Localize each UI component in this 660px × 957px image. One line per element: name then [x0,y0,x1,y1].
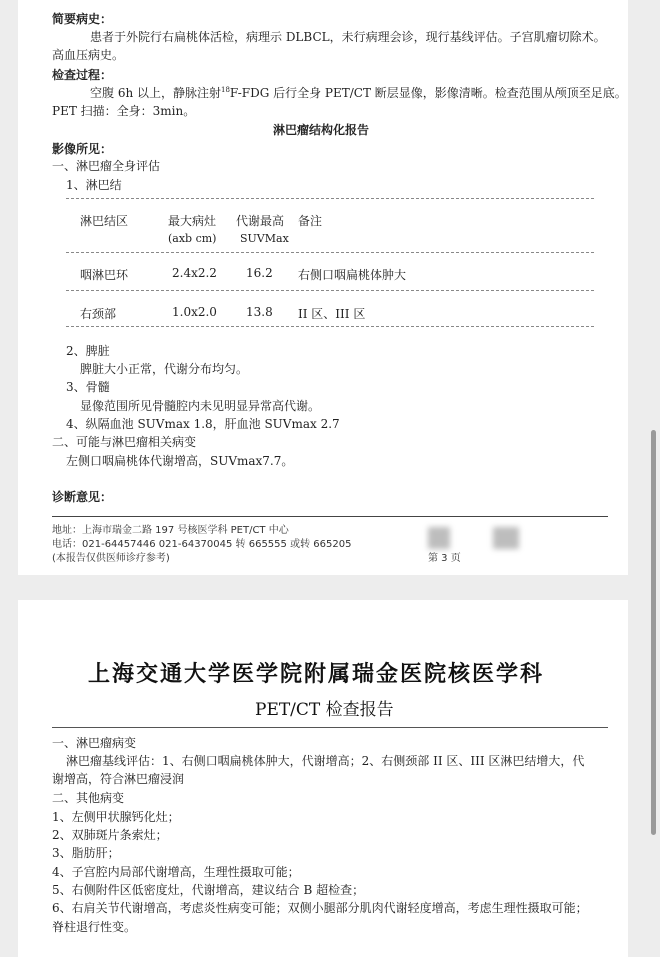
list-item: 3、脂肪肝； [52,846,120,860]
history-heading: 简要病史： [52,12,113,26]
redaction-mark [493,527,519,549]
scrollbar[interactable] [651,430,656,835]
list-item: 脊柱退行性变。 [52,920,137,934]
footer-divider [52,516,608,517]
table-cell: 右颈部 [80,307,117,321]
table-cell: 右侧口咽扁桃体肿大 [298,268,407,282]
table-header-region: 淋巴结区 [80,214,129,228]
table-header-note: 备注 [298,214,323,228]
table-cell: 16.2 [246,266,273,280]
lymphoma-section-heading: 一、淋巴瘤病变 [52,736,137,750]
footer-page-number: 第 3 页 [428,553,461,564]
other-section-heading: 二、其他病变 [52,791,125,805]
history-line-2: 高血压病史。 [52,48,125,62]
table-divider [66,252,594,253]
report-title: 淋巴瘤结构化报告 [273,123,370,137]
table-cell: II 区、III 区 [298,307,366,321]
list-item: 4、子宫腔内局部代谢增高，生理性摄取可能； [52,865,300,879]
footer-disclaimer: (本报告仅供医师诊疗参考) [52,553,170,564]
section-2-heading: 二、可能与淋巴瘤相关病变 [52,435,197,449]
table-divider [66,198,594,199]
table-cell: 1.0x2.0 [172,305,217,319]
spleen-heading: 2、脾脏 [66,344,110,358]
table-divider [66,290,594,291]
table-cell: 2.4x2.2 [172,266,217,280]
lymphoma-line-1: 淋巴瘤基线评估：1、右侧口咽扁桃体肿大，代谢增高；2、右侧颈部 II 区、III 区淋巴结增大，代 [66,754,585,768]
table-header-lesion: 最大病灶 [168,214,217,228]
table-cell: 13.8 [246,305,273,319]
section-1-heading: 一、淋巴瘤全身评估 [52,159,161,173]
report-page-4 [18,600,628,957]
spleen-text: 脾脏大小正常，代谢分布均匀。 [80,362,249,376]
hospital-name: 上海交通大学医学院附属瑞金医院核医学科 [88,661,545,687]
report-title: PET/CT 检查报告 [255,700,394,720]
blood-pool-text: 4、纵隔血池 SUVmax 1.8，肝血池 SUVmax 2.7 [66,417,340,431]
table-cell: 咽淋巴环 [80,268,129,282]
table-divider [66,326,594,327]
footer-phone: 电话：021-64457446 021-64370045 转 665555 或转 665205 [52,539,352,550]
list-item: 1、左侧甲状腺钙化灶； [52,810,180,824]
bone-marrow-heading: 3、骨髓 [66,380,110,394]
report-page-3 [18,0,628,575]
diagnosis-heading: 诊断意见： [52,490,113,504]
bone-marrow-text: 显像范围所见骨髓腔内未见明显异常高代谢。 [80,399,321,413]
title-divider [52,727,608,728]
lymphoma-line-2: 谢增高，符合淋巴瘤浸润 [52,772,185,786]
history-line-1: 患者于外院行右扁桃体活检，病理示 DLBCL，未行病理会诊，现行基线评估。子宫肌瘤切除术。 [90,30,606,44]
process-line-2: PET 扫描：全身：3min。 [52,104,196,118]
process-heading: 检查过程： [52,68,113,82]
footer-address: 地址：上海市瑞金二路 197 号核医学科 PET/CT 中心 [52,525,289,536]
redaction-mark [428,527,450,549]
list-item: 6、右肩关节代谢增高，考虑炎性病变可能；双侧小腿部分肌肉代谢轻度增高，考虑生理性摄取可能； [52,901,588,915]
section-2-text: 左侧口咽扁桃体代谢增高，SUVmax7.7。 [66,454,294,468]
process-line-1: 空腹 6h 以上，静脉注射$^{18}$F-FDG 后行全身 PET/CT 断层显像，影像清晰。检查范围从颅顶至足底。 [90,86,627,100]
lymph-node-heading: 1、淋巴结 [66,178,122,192]
list-item: 2、双肺斑片条索灶； [52,828,168,842]
table-subheader-suvmax: SUVMax [240,232,289,245]
table-subheader-size: (axb cm) [168,232,217,245]
list-item: 5、右侧附件区低密度灶，代谢增高，建议结合 B 超检查； [52,883,365,897]
table-header-suv: 代谢最高 [236,214,285,228]
findings-heading: 影像所见： [52,142,113,156]
